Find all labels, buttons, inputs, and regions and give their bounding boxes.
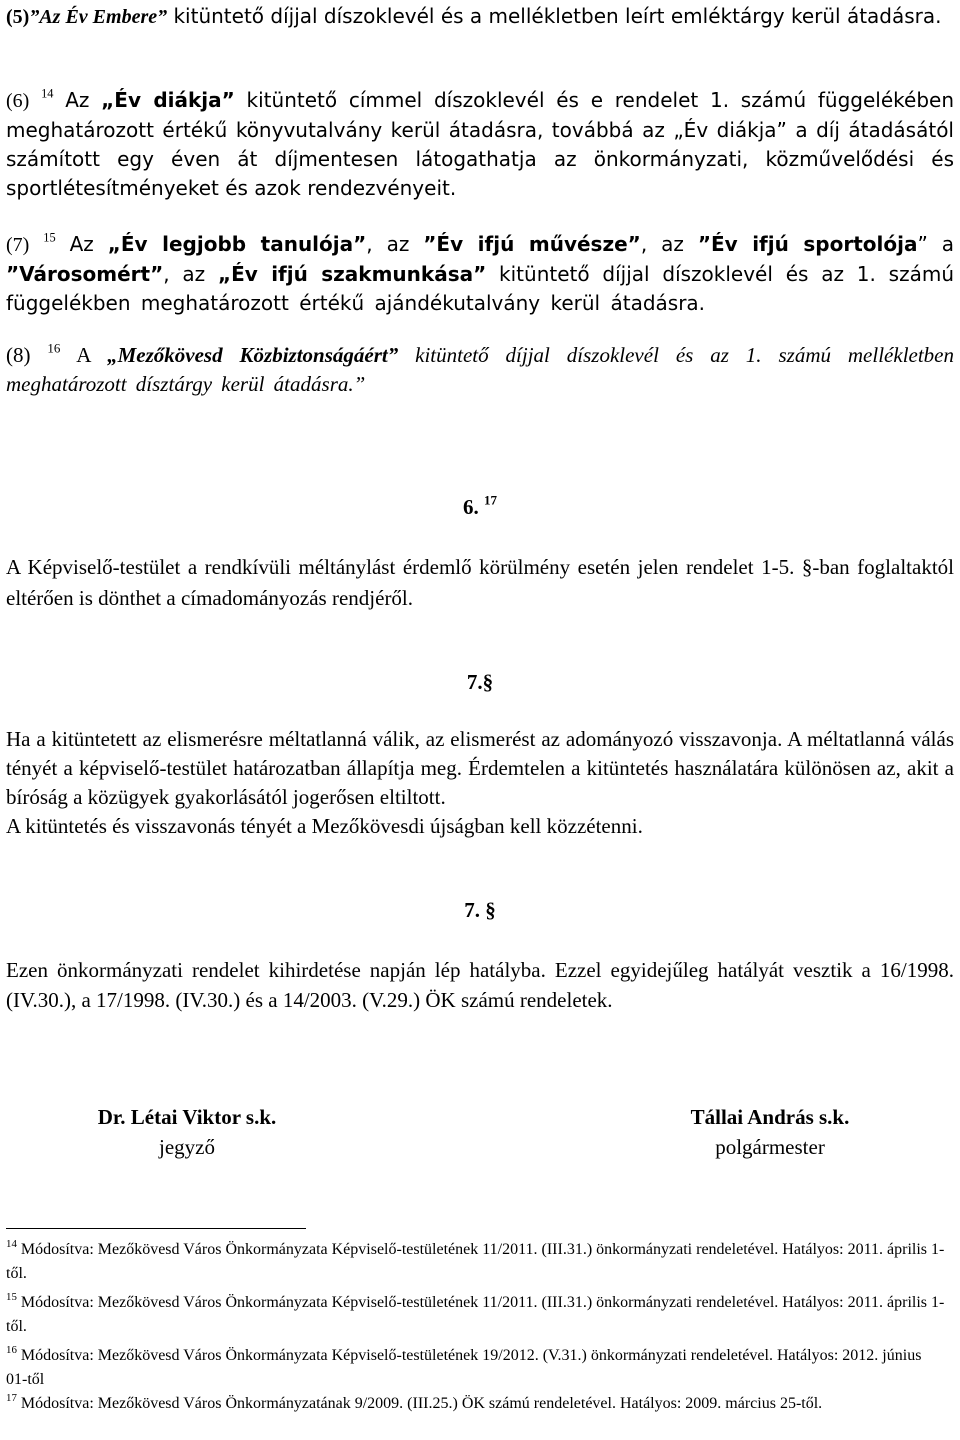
footnote bbox=[6, 1344, 946, 1392]
section-heading-6 bbox=[0, 492, 960, 520]
footnote-text: Módosítva: Mezőkövesd Város Önkormányzata Képviselő-testületének 19/2012. (V.31.) önkormányzati rendeletével. Hatályos: 2012. június 01-től bbox=[6, 1347, 922, 1388]
section-number: 6. bbox=[462, 495, 484, 519]
award-title: „Év legjobb tanulója” bbox=[107, 232, 367, 256]
paragraph-5 bbox=[6, 2, 954, 32]
paragraph-text: kitüntető címmel díszoklevél és e rendelet 1. számú függelékében meghatározott értékű könyvutalvány kerül átadásra, továbbá az „Év diákja” a díj átadásától számított egy éven át díjmentesen látogathatja az önkormányzati, közművelődési és sportlétesítményeket és azok rendezvényeit. bbox=[6, 88, 954, 200]
footnote bbox=[6, 1392, 946, 1416]
section-7-second-text: Ezen önkormányzati rendelet kihirdetése napján lép hatályba. Ezzel egyidejűleg hatályát vesztik a 16/1998. (IV.30.), a 17/1998. (IV.30.) és a 14/2003. (V.29.) ÖK számú rendeletek. bbox=[6, 958, 954, 1012]
section-7-text: A kitüntetés és visszavonás tényét a Mezőkövesdi újságban kell közzétenni. bbox=[6, 814, 643, 838]
paragraph-text: kitüntető díjjal díszoklevél és a mellékletben leírt emléktárgy kerül átadásra. bbox=[167, 4, 942, 28]
award-title: ”Év ifjú sportolója bbox=[697, 232, 918, 256]
signatory-role: polgármester bbox=[715, 1135, 825, 1159]
footnote-ref[interactable]: 15 bbox=[43, 230, 56, 245]
award-title: ”Év ifjú művésze” bbox=[423, 232, 641, 256]
section-heading-7-second: 7. § bbox=[464, 898, 496, 922]
paragraph-text: , az bbox=[366, 232, 424, 256]
signature-block-mayor bbox=[610, 1102, 930, 1162]
paragraph-text: A bbox=[76, 343, 108, 367]
award-title: „Év ifjú szakmunkása” bbox=[217, 262, 487, 286]
award-title: ”Az Év Embere” bbox=[29, 6, 168, 28]
paragraph-text: , az bbox=[640, 232, 698, 256]
award-title: „Év diákja” bbox=[101, 88, 235, 112]
section-7-body bbox=[6, 725, 954, 841]
signatory-name: Dr. Létai Viktor s.k. bbox=[97, 1105, 277, 1129]
paragraph-6 bbox=[6, 86, 954, 203]
paragraph-7 bbox=[6, 230, 954, 318]
footnote-divider bbox=[6, 1228, 306, 1229]
paragraph-label: (7) bbox=[6, 234, 30, 256]
paragraph-text: ” a bbox=[917, 232, 955, 256]
paragraph-8 bbox=[6, 341, 954, 399]
footnote-ref[interactable]: 16 bbox=[47, 340, 61, 356]
section-6-text: A Képviselő-testület a rendkívüli méltánylást érdemlő körülmény esetén jelen rendelet 1-5. §-ban foglaltaktól eltérően is dönthet a címadományozás rendjéről. bbox=[6, 555, 954, 610]
paragraph-label: (8) bbox=[6, 343, 31, 367]
footnote-number: 17 bbox=[6, 1392, 17, 1405]
paragraph-text: Az bbox=[69, 232, 108, 256]
paragraph-text: , az bbox=[163, 262, 218, 286]
signatory-name: Tállai András s.k. bbox=[690, 1105, 850, 1129]
paragraph-text: kitüntető díjjal díszoklevél és az 1. számú mellékletben meghatározott dísztárgy kerül átadásra.” bbox=[6, 343, 955, 396]
footnote-number: 16 bbox=[6, 1344, 17, 1357]
section-7-text: Ha a kitüntetett az elismerésre méltatlanná válik, az elismerést az adományozó visszavonja. A méltatlanná válás tényét a képviselő-testület határozatban állapítja meg. Érdemtelen a kitüntetés használatára különösen az, akit a bíróság a közügyek gyakorlásától jogerősen eltiltott. bbox=[6, 727, 954, 809]
footnote bbox=[6, 1291, 946, 1339]
paragraph-text: Az bbox=[65, 88, 102, 112]
footnote-text: Módosítva: Mezőkövesd Város Önkormányzatának 9/2009. (III.25.) ÖK számú rendeletével. Hatályos: 2009. március 25-től. bbox=[20, 1395, 823, 1412]
award-title: ”Városomért” bbox=[6, 262, 164, 286]
paragraph-text: kitüntető díjjal díszoklevél és az 1. számú függelékben meghatározott értékű ajándékutalvány kerül átadásra. bbox=[6, 262, 954, 315]
footnote-ref[interactable]: 14 bbox=[41, 86, 54, 101]
footnote-text: Módosítva: Mezőkövesd Város Önkormányzata Képviselő-testületének 11/2011. (III.31.) önkormányzati rendeletével. Hatályos: 2011. április 1-től. bbox=[6, 1241, 945, 1282]
signature-block-notary bbox=[27, 1102, 347, 1162]
section-heading-7: 7.§ bbox=[466, 670, 494, 694]
footnote-ref[interactable]: 17 bbox=[483, 492, 497, 508]
paragraph-label: (6) bbox=[6, 90, 30, 112]
footnote-number: 15 bbox=[6, 1291, 17, 1304]
paragraph-label: (5) bbox=[6, 6, 30, 28]
award-title: „Mezőkövesd Közbiztonságáért” bbox=[107, 343, 399, 367]
footnote bbox=[6, 1238, 946, 1286]
footnote-number: 14 bbox=[6, 1238, 17, 1251]
footnote-text: Módosítva: Mezőkövesd Város Önkormányzata Képviselő-testületének 11/2011. (III.31.) önkormányzati rendeletével. Hatályos: 2011. április 1-től. bbox=[6, 1294, 945, 1335]
signatory-role: jegyző bbox=[159, 1135, 215, 1159]
